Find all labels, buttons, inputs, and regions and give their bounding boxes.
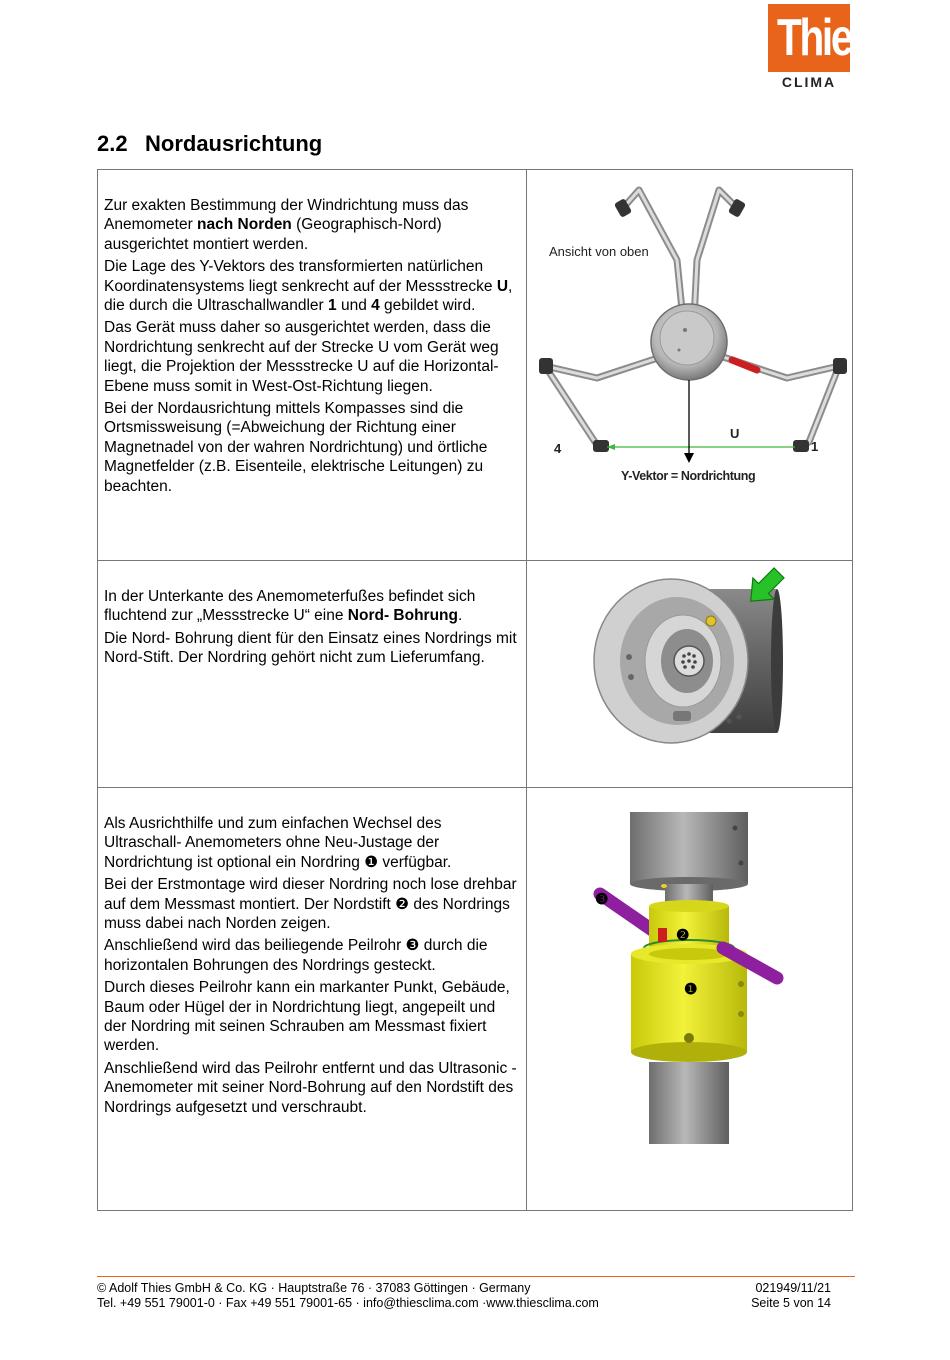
top-view-figure: [527, 170, 853, 561]
text-run: Als Ausrichthilfe und zum einfachen Wechsel des Ultraschall- Anemometers ohne Neu-Justage der Nordrichtung ist optional ein Nordring ❶ verfügbar.: [104, 815, 452, 871]
text-run: Bei der Nordausrichtung mittels Kompasses sind die Ortsmissweisung (=Abweichung der Richtung einer Magnetnadel von der wahren Nordrichtung) und örtliche Magnetfelder (z.B. Eisenteile, elektrische Leitungen) zu beachten.: [104, 400, 488, 495]
caption-y-vector: Y-Vektor = Nordrichtung: [621, 469, 756, 483]
paragraph: [104, 875, 520, 933]
paragraph: [104, 587, 520, 626]
north-bore-figure: [527, 561, 853, 788]
footer-doc-number: 021949/11/21: [755, 1281, 831, 1295]
text-run: Zur exakten Bestimmung der Windrichtung muss das Anemometer: [104, 197, 469, 234]
section-number: 2.2: [97, 131, 128, 156]
bold-text: nach Norden: [197, 216, 292, 234]
footer-address: © Adolf Thies GmbH & Co. KG · Hauptstraße 76 · 37083 Göttingen · Germany: [97, 1281, 531, 1295]
paragraph: [104, 196, 520, 254]
page-footer: [97, 1281, 831, 1311]
text-run: Anschließend wird das Peilrohr entfernt und das Ultrasonic - Anemometer mit seiner Nord-Bohrung auf den Nordstift des Nordrings aufgesetzt und verschraubt.: [104, 1059, 517, 1116]
table-row: [98, 561, 853, 788]
anemometer-base-illustration: [527, 561, 852, 761]
text-run: Die Lage des Y-Vektors des transformierten natürlichen Koordinatensystems liegt senkrecht auf der Messstrecke: [104, 258, 497, 295]
section-heading: [97, 131, 322, 157]
north-ring-illustration: [527, 788, 852, 1184]
row-text: [98, 170, 527, 561]
logo-subtitle: CLIMA: [781, 74, 837, 90]
paragraph: [104, 1059, 520, 1117]
text-run: gebildet wird.: [379, 297, 476, 315]
text-run: Durch dieses Peilrohr kann ein markanter Punkt, Gebäude, Baum oder Hügel der in Nordrichtung liegt, angepeilt und der Nordring mit seinen Schrauben am Messmast fixiert werden.: [104, 979, 510, 1055]
thies-clima-logo: [766, 4, 872, 90]
text-run: Die Nord- Bohrung dient für den Einsatz eines Nordrings mit Nord-Stift. Der Nordring gehört nicht zum Lieferumfang.: [104, 629, 517, 667]
bold-text: U: [496, 277, 509, 295]
bold-text: 1: [328, 297, 337, 315]
text-run: Anschließend wird das beiliegende Peilrohr ❸ durch die horizontalen Bohrungen des Nordrings gesteckt.: [104, 937, 488, 974]
row-text: [98, 561, 527, 788]
row-text: [98, 788, 527, 1211]
table-row: [98, 788, 853, 1211]
paragraph: [104, 257, 520, 315]
text-run: (Geographisch-Nord) ausgerichtet montiert werden.: [104, 216, 442, 253]
marker-2-pin: ❷: [676, 927, 690, 944]
marker-1-ring: ❶: [684, 981, 698, 998]
caption-top-view: Ansicht von oben: [549, 244, 649, 259]
paragraph: [104, 318, 520, 396]
logo-wordmark: Thies: [777, 9, 872, 67]
text-run: In der Unterkante des Anemometerfußes befindet sich fluchtend zur „Messstrecke U“ eine: [104, 588, 476, 625]
anemometer-top-view-illustration: [527, 170, 852, 534]
paragraph: [104, 629, 520, 668]
table-row: [98, 170, 853, 561]
footer-contact: Tel. +49 551 79001-0 · Fax +49 551 79001-65 · info@thiesclima.com ·www.thiesclima.com: [97, 1296, 599, 1310]
footer-page-number: Seite 5 von 14: [751, 1296, 831, 1310]
text-run: , die durch die Ultraschallwandler: [104, 277, 513, 315]
text-run: .: [458, 607, 463, 625]
label-transducer-4: 4: [554, 441, 562, 456]
section-title: Nordausrichtung: [145, 131, 323, 156]
bold-text: 4: [371, 297, 380, 315]
paragraph: [104, 814, 520, 872]
text-run: Das Gerät muss daher so ausgerichtet werden, dass die Nordrichtung senkrecht auf der Strecke U vom Gerät weg liegt, die Projektion der Messstrecke U auf die Horizontal-Ebene muss somit in West-Ost-Richtung liegen.: [104, 319, 499, 395]
text-run: und: [336, 297, 372, 315]
paragraph: [104, 978, 520, 1056]
text-run: Bei der Erstmontage wird dieser Nordring noch lose drehbar auf dem Messmast montiert. Der Nordstift ❷ des Nordrings muss dabei nach Norden zeigen.: [104, 876, 517, 933]
paragraph: [104, 399, 520, 496]
content-table: [97, 169, 853, 1211]
paragraph: [104, 936, 520, 975]
bold-text: Nord- Bohrung: [347, 607, 458, 625]
footer-divider: [97, 1276, 855, 1277]
marker-3-rod: ❸: [595, 891, 609, 908]
north-ring-figure: [527, 788, 853, 1211]
label-transducer-1: 1: [811, 439, 819, 454]
label-u: U: [730, 426, 740, 441]
